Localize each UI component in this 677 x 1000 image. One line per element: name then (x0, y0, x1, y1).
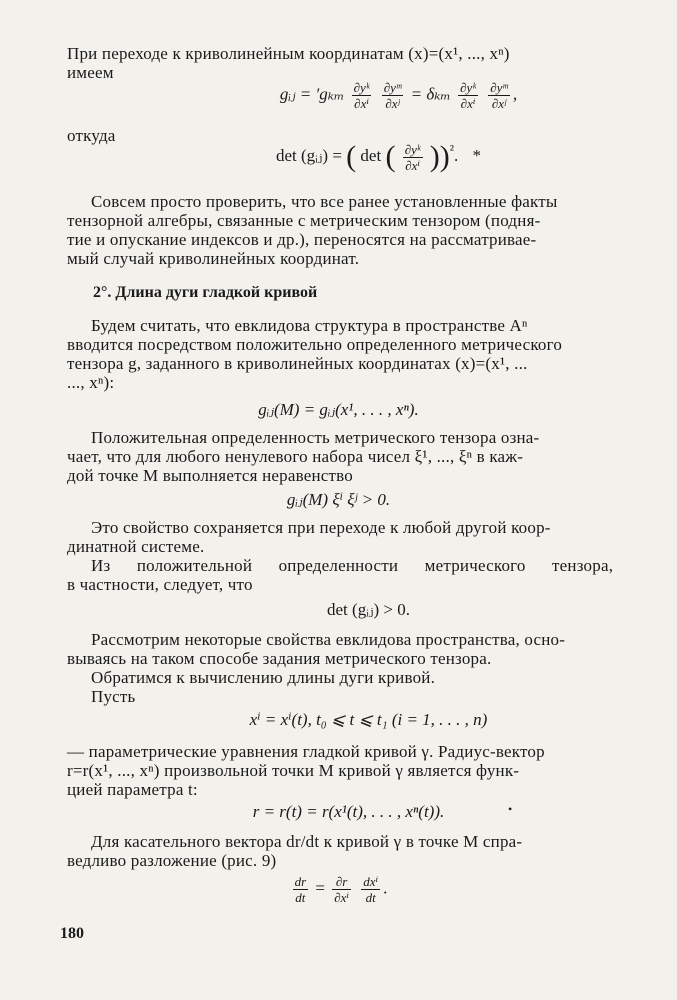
text-line: цией параметра t: (67, 780, 198, 799)
text-line: Совсем просто проверить, что все ранее установленные факты (91, 192, 558, 211)
formula-inequality: gᵢⱼ(M) ξⁱ ξʲ > 0. (286, 490, 391, 509)
text-line: имеем (67, 63, 114, 82)
formula-det-positive: det (gᵢⱼ) > 0. (327, 600, 410, 619)
formula-radius-vector: r = r(t) = r(x¹(t), . . . , xⁿ(t)). (252, 802, 445, 821)
text-line: в частности, следует, что (67, 575, 253, 594)
paragraph-tangent (67, 832, 623, 870)
fraction-numerator: dr (294, 874, 307, 889)
fraction-denominator: ∂xⁱ (354, 96, 369, 111)
formula-tangent-decomp: $\frac{dr}{dt}$ = $\frac{\partial r}{\text{∂xⁱ}}$ $\frac{\text{dxⁱ}}{dt}$ . (294, 874, 388, 905)
text-line: Положительная определенность метрического тензора озна- (91, 428, 540, 447)
text-line: вываясь на таком способе задания метрического тензора. (67, 649, 492, 668)
fraction-numerator: ∂yᵏ (404, 141, 421, 157)
text-line: ведливо разложение (рис. 9) (67, 851, 277, 870)
formula-gM: gᵢⱼ(M) = gᵢⱼ(x¹, . . . , xⁿ). (258, 400, 419, 419)
paragraph-parametric-eq (67, 742, 623, 799)
text-line: тензора g, заданного в криволинейных координатах (x)=(x¹, ... (67, 354, 528, 373)
bracket-left: ( (346, 140, 357, 173)
fraction (382, 80, 404, 111)
formula-metric-transform: gᵢⱼ = ′gₖₘ $\frac{\text{∂yᵏ}}{\text{∂xⁱ}}$ $\frac{\text{∂yᵐ}}{\text{∂xʲ}}$ = δₖₘ $\frac{\text{∂yᵏ}}{\text{∂xⁱ}}$ $\frac{\text{∂yᵐ}}{\text{∂xʲ}}$ , (279, 80, 518, 111)
formula-part: = δₖₘ (410, 84, 451, 104)
text-line: Для касательного вектора dr/dt к кривой γ в точке M спра- (91, 832, 523, 851)
dot-mark: • (508, 802, 513, 816)
exponent: ² (449, 142, 455, 159)
text-line: тензорной алгебры, связанные с метрическим тензором (подня- (67, 211, 541, 230)
page-number: 180 (60, 925, 84, 942)
fraction-numerator: ∂yᵐ (490, 80, 508, 95)
text-line: чает, что для любого ненулевого набора чисел ξ¹, ..., ξⁿ в каж- (67, 447, 524, 466)
text-line: — параметрические уравнения гладкой кривой γ. Радиус-вектор (67, 742, 545, 761)
fraction-denominator: ∂xⁱ (460, 96, 476, 111)
fraction-denominator: ∂xⁱ (334, 890, 350, 905)
section-heading: 2°. Длина дуги гладкой кривой (93, 284, 318, 301)
bracket-right: ) (429, 140, 440, 173)
formula-part: det (360, 145, 382, 165)
paragraph-consider (67, 630, 623, 706)
text-line: дой точке M выполняется неравенство (67, 466, 353, 485)
asterisk-mark: * (472, 145, 482, 165)
formula-parametric: xⁱ = xⁱ(t), t₀ ⩽ t ⩽ t₁ (i = 1, . . . , n) (249, 710, 488, 729)
text-line: откуда (67, 126, 116, 145)
formula-part: gᵢⱼ = ′gₖₘ (279, 84, 345, 104)
text-line: тие и опускание индексов и др.), переносятся на рассматривае- (67, 230, 537, 249)
text-line: r=r(x¹, ..., xⁿ) произвольной точки M кривой γ является функ- (67, 761, 520, 780)
fraction-numerator: ∂yᵏ (460, 80, 476, 95)
formula-part: . (454, 145, 459, 165)
text-line: Пусть (91, 687, 136, 706)
fraction-numerator: ∂yᵏ (353, 80, 370, 95)
text-line: ..., xⁿ): (67, 373, 115, 392)
fraction (293, 874, 309, 905)
fraction (458, 80, 478, 111)
paragraph-tensor-facts (67, 192, 623, 268)
fraction (332, 874, 351, 905)
fraction (361, 874, 380, 905)
text-line: При переходе к криволинейным координатам (x)=(x¹, ..., xⁿ) (67, 44, 510, 63)
text-line: Обратимся к вычислению длины дуги кривой. (91, 668, 436, 687)
paragraph-curvilinear-intro (67, 44, 623, 82)
text-line: Это свойство сохраняется при переходе к любой другой коор- (91, 518, 551, 537)
fraction-denominator: dt (365, 890, 376, 905)
fraction-denominator: dt (295, 890, 306, 905)
text-line: Рассмотрим некоторые свойства евклидова пространства, осно- (91, 630, 566, 649)
paragraph-euclid-structure (67, 316, 623, 392)
fraction (352, 80, 372, 111)
fraction-denominator: ∂xⁱ (405, 157, 421, 173)
fraction-numerator: ∂yᵐ (383, 80, 402, 95)
paragraph-follows (67, 556, 623, 594)
paragraph-property (67, 518, 623, 556)
fraction-numerator: ∂r (332, 874, 351, 890)
fraction-numerator: dxⁱ (363, 874, 379, 889)
bracket-left: ( (385, 140, 396, 173)
formula-part: det (gᵢⱼ) = (275, 145, 342, 165)
formula-det-metric (40, 140, 677, 174)
text-line: динатной системе. (67, 537, 205, 556)
fraction-denominator: ∂xʲ (385, 96, 400, 111)
text-line: мый случай криволинейных координат. (67, 249, 360, 268)
text-line: Из положительной определенности метрического тензора, (91, 556, 614, 575)
bracket-right: ) (439, 140, 450, 173)
fraction (403, 142, 423, 173)
fraction (488, 80, 510, 111)
text-line: Будем считать, что евклидова структура в пространстве Aⁿ (91, 316, 528, 335)
text-line: вводится посредством положительно определенного метрического (67, 335, 563, 354)
fraction-denominator: ∂xʲ (491, 96, 507, 111)
paragraph-positive-definite (67, 428, 623, 485)
